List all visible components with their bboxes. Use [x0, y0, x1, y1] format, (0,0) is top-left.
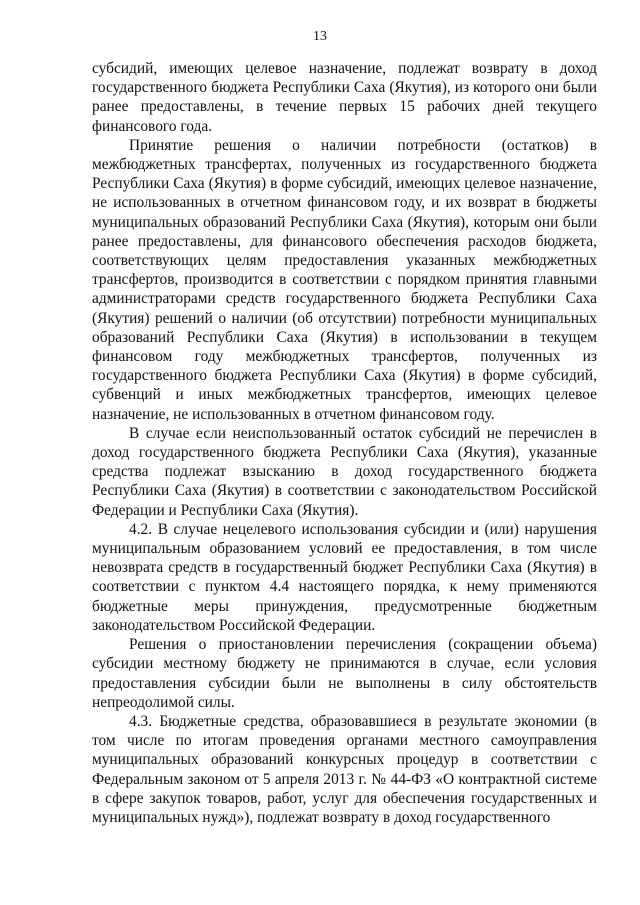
paragraph-4-3: 4.3. Бюджетные средства, образовавшиеся в результате экономии (в том числе по итогам проведения органами местного самоуправления муниципальных образований конкурсных процедур в соответствии с Федеральным законом от 5 апреля 2013 г. № 44-ФЗ «О контрактной системе в сфере закупок товаров, работ, услуг для обеспечения государственных и муниципальных нужд»), подлежат возврату в доход государственного: [92, 712, 597, 826]
paragraph-4-2: 4.2. В случае нецелевого использования субсидии и (или) нарушения муниципальным образованием условий ее предоставления, в том числе невозврата средств в государственный бюджет Республики Саха (Якутия) в соответствии с пунктом 4.4 настоящего порядка, к нему применяются бюджетные меры принуждения, предусмотренные бюджетным законодательством Российской Федерации.: [92, 520, 597, 634]
page-number: 13: [313, 29, 327, 44]
paragraph-3: В случае если неиспользованный остаток субсидий не перечислен в доход государственного бюджета Республики Саха (Якутия), указанные средства подлежат взысканию в доход государственного бюджета Республики Саха (Якутия) в соответствии с законодательством Российской Федерации и Республики Саха (Якутия).: [92, 424, 597, 519]
paragraph-2: Принятие решения о наличии потребности (остатков) в межбюджетных трансфертах, полученных из государственного бюджета Республики Саха (Якутия) в форме субсидий, имеющих целевое назначение, не использованных в отчетном финансовом году, и их возврат в бюджеты муниципальных образований Республики Саха (Якутия), которым они были ранее предоставлены, для финансового обеспечения расходов бюджета, соответствующих целям предоставления указанных межбюджетных трансфертов, производится в соответствии с порядком принятия главными администраторами средств государственного бюджета Республики Саха (Якутия) решений о наличии (об отсутствии) потребности муниципальных образований Республики Саха (Якутия) в использовании в текущем финансовом году межбюджетных трансфертов, полученных из государственного бюджета Республики Саха (Якутия) в форме субсидий, субвенций и иных межбюджетных трансфертов, имеющих целевое назначение, не использованных в отчетном финансовом году.: [92, 136, 597, 423]
document-body: [92, 59, 597, 827]
paragraph-1: субсидий, имеющих целевое назначение, подлежат возврату в доход государственного бюджета Республики Саха (Якутия), из которого они были ранее предоставлены, в течение первых 15 рабочих дней текущего финансового года.: [92, 60, 597, 135]
paragraph-5: Решения о приостановлении перечисления (сокращении объема) субсидии местному бюджету не принимаются в случае, если условия предоставления субсидии были не выполнены в силу обстоятельств непреодолимой силы.: [92, 636, 597, 711]
